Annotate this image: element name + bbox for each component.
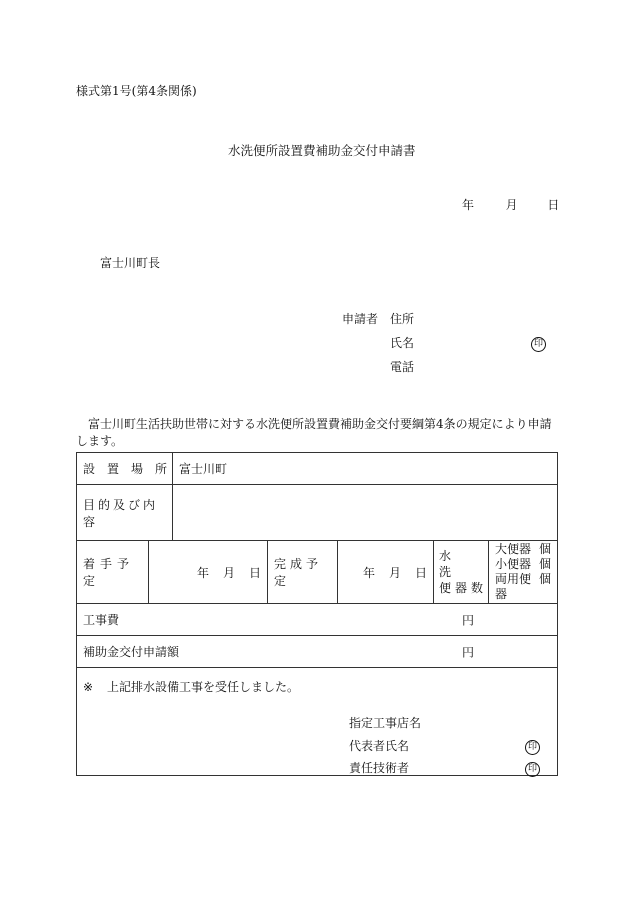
applicant-seal-icon: 印 (531, 335, 546, 352)
count-label-line1: 水 洗 (439, 549, 476, 579)
start-day: 日 (249, 565, 262, 580)
note-text: 上記排水設備工事を受任しました。 (107, 680, 300, 694)
date-month: 月 (505, 198, 518, 212)
row-schedule (77, 541, 558, 604)
complete-label: 完成予定 (268, 541, 338, 604)
body-text-line1: 富士川町生活扶助世帯に対する水洗便所設置費補助金交付要綱第4条の規定により申請 (88, 417, 552, 431)
toilet-counts (489, 541, 558, 604)
note-mark: ※ (83, 680, 94, 694)
page-title: 水洗便所設置費補助金交付申請書 (228, 143, 416, 158)
toilet-row[interactable]: 大便器 個 (495, 542, 552, 556)
complete-day: 日 (415, 565, 428, 580)
applicant-phone-label: 電話 (390, 360, 415, 374)
toilet-row[interactable]: 小便器 個 (495, 557, 552, 571)
date-line (462, 198, 559, 212)
cost-cell[interactable] (77, 604, 558, 636)
location-value[interactable]: 富士川町 (173, 453, 558, 485)
subsidy-label: 補助金交付申請額 (83, 645, 180, 659)
addressee: 富士川町長 (100, 256, 161, 270)
application-table (76, 452, 558, 776)
complete-year: 年 (362, 565, 375, 580)
complete-month: 月 (388, 565, 401, 580)
row-purpose (77, 485, 558, 541)
applicant-label: 申請者 (342, 312, 379, 326)
purpose-label: 目的及び内容 (77, 485, 173, 541)
representative-seal-icon: 印 (525, 738, 540, 755)
engineer-label: 責任技術者 (349, 761, 410, 775)
count-label-line2: 便器数 (439, 581, 488, 595)
applicant-name-label: 氏名 (390, 336, 415, 350)
complete-date[interactable] (338, 541, 434, 604)
applicant-address-label: 住所 (390, 312, 415, 326)
location-label: 設 置 場 所 (77, 453, 173, 485)
start-label: 着手予定 (77, 541, 149, 604)
start-month: 月 (222, 565, 235, 580)
toilet-row[interactable]: 両用便器 個 (495, 572, 552, 601)
row-subsidy (77, 636, 558, 668)
subsidy-cell[interactable] (77, 636, 558, 668)
count-label (434, 541, 489, 604)
cost-unit: 円 (462, 613, 475, 627)
engineer-seal-icon: 印 (525, 760, 540, 777)
row-cost (77, 604, 558, 636)
start-year: 年 (196, 565, 209, 580)
subsidy-unit: 円 (462, 645, 475, 659)
contractor-cell (77, 668, 558, 776)
body-text-line2: します。 (76, 434, 124, 448)
representative-label: 代表者氏名 (349, 739, 410, 753)
date-day: 日 (547, 198, 560, 212)
cost-label: 工事費 (83, 613, 120, 627)
form-number: 様式第1号(第4条関係) (76, 84, 197, 98)
contractor-label: 指定工事店名 (349, 716, 422, 730)
row-contractor (77, 668, 558, 776)
purpose-value[interactable] (173, 485, 558, 541)
start-date[interactable] (149, 541, 268, 604)
date-year: 年 (462, 198, 475, 212)
row-location (77, 453, 558, 485)
